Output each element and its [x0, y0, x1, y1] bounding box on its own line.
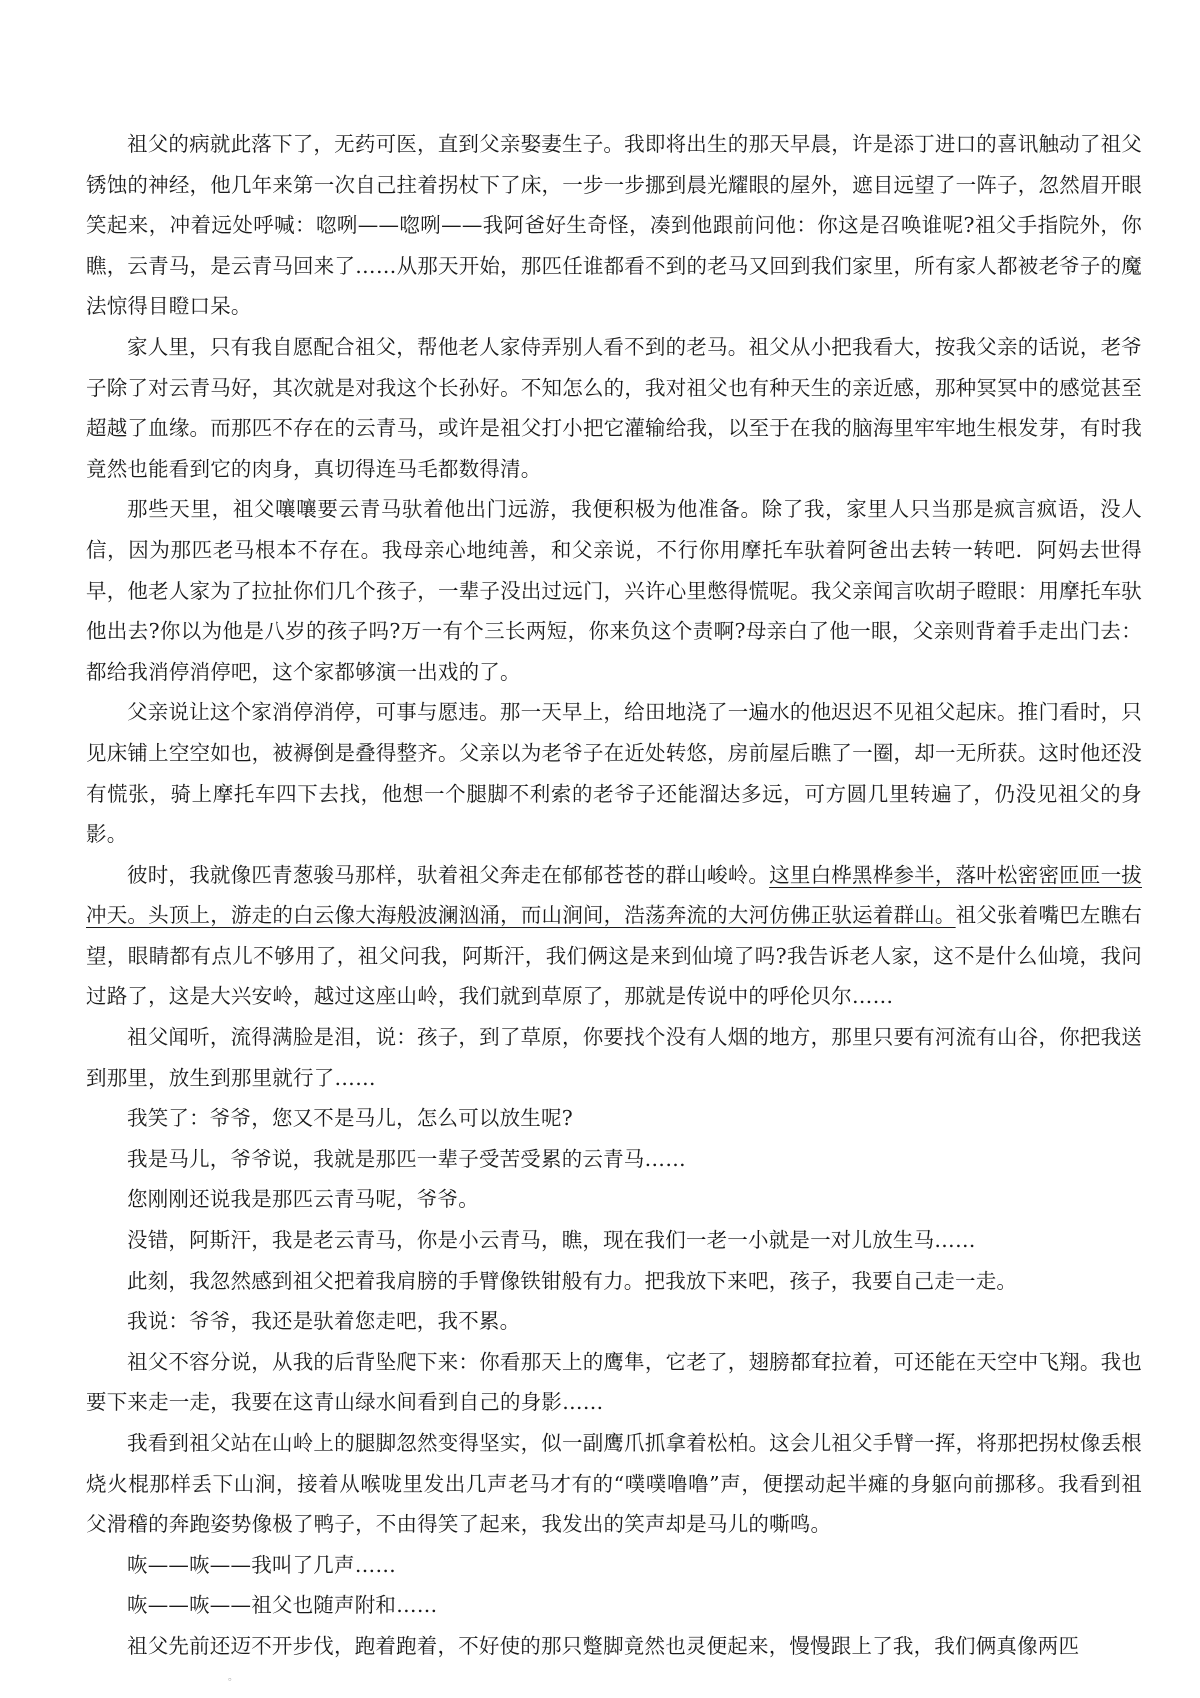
paragraph-4: 父亲说让这个家消停消停，可事与愿违。那一天早上，给田地浇了一遍水的他迟迟不见祖父起床。推门看时，只见床铺上空空如也，被褥倒是叠得整齐。父亲以为老爷子在近处转悠，房前屋后瞧了一圈，却一无所获。这时他还没有慌张，骑上摩托车四下去找，他想一个腿脚不利索的老爷子还能溜达多远，可方圆几里转遍了，仍没见祖父的身影。 — [86, 700, 1142, 847]
paragraph-11: 此刻，我忽然感到祖父把着我肩膀的手臂像铁钳般有力。把我放下来吧，孩子，我要自己走一走。 — [127, 1268, 1018, 1293]
paragraph-1: 祖父的病就此落下了，无药可医，直到父亲娶妻生子。我即将出生的那天早晨，许是添丁进口的喜讯触动了祖父锈蚀的神经，他几年来第一次自己拄着拐杖下了床，一步一步挪到晨光耀眼的屋外，遮目远望了一阵子，忽然眉开眼笑起来，冲着远处呼喊：唿咧——唿咧——我阿爸好生奇怪，凑到他跟前问他：你这是召唤谁呢?祖父手指院外，你瞧，云青马，是云青马回来了……从那天开始，那匹任谁都看不到的老马又回到我们家里，所有家人都被老爷子的魔法惊得目瞪口呆。 — [86, 132, 1142, 319]
footer-mark: 。 — [228, 1672, 238, 1683]
paragraph-16: 咴——咴——祖父也随声附和…… — [127, 1593, 438, 1618]
paragraph-6: 祖父闻听，流得满脸是泪，说：孩子，到了草原，你要找个没有人烟的地方，那里只要有河流有山谷，你把我送到那里，放生到那里就行了…… — [86, 1025, 1142, 1090]
paragraph-5 — [86, 855, 1142, 1017]
paragraph-15: 咴——咴——我叫了几声…… — [127, 1552, 397, 1577]
paragraph-5-lead: 彼时，我就像匹青葱骏马那样，驮着祖父奔走在郁郁苍苍的群山峻岭。 — [127, 862, 770, 887]
underlined-passage: 这里白桦黑桦参半，落叶松密密匝匝一拔冲天。头顶上，游走的白云像大海般波澜汹涌，而山涧间，浩荡奔流的大河仿佛正驮运着群山。 — [86, 862, 1142, 928]
paragraph-2: 家人里，只有我自愿配合祖父，帮他老人家侍弄别人看不到的老马。祖父从小把我看大，按我父亲的话说，老爷子除了对云青马好，其次就是对我这个长孙好。不知怎么的，我对祖父也有种天生的亲近感，那种冥冥中的感觉甚至超越了血缘。而那匹不存在的云青马，或许是祖父打小把它灌输给我，以至于在我的脑海里牢牢地生根发芽，有时我竟然也能看到它的肉身，真切得连马毛都数得清。 — [86, 334, 1142, 481]
paragraph-12: 我说：爷爷，我还是驮着您走吧，我不累。 — [127, 1309, 521, 1334]
paragraph-8: 我是马儿，爷爷说，我就是那匹一辈子受苦受累的云青马…… — [127, 1146, 686, 1171]
paragraph-10: 没错，阿斯汗，我是老云青马，你是小云青马，瞧，现在我们一老一小就是一对儿放生马…… — [127, 1228, 976, 1253]
paragraph-13: 祖父不容分说，从我的后背坠爬下来：你看那天上的鹰隼，它老了，翅膀都耷拉着，可还能在天空中飞翔。我也要下来走一走，我要在这青山绿水间看到自己的身影…… — [86, 1349, 1142, 1415]
paragraph-5-tail: 祖父张着嘴巴左瞧右望，眼睛都有点儿不够用了，祖父问我，阿斯汗，我们俩这是来到仙境了吗?我告诉老人家，这不是什么仙境，我问过路了，这是大兴安岭，越过这座山岭，我们就到草原了，那就是传说中的呼伦贝尔…… — [86, 903, 1142, 1009]
paragraph-14: 我看到祖父站在山岭上的腿脚忽然变得坚实，似一副鹰爪抓拿着松柏。这会儿祖父手臂一挥，将那把拐杖像丢根烧火棍那样丢下山涧，接着从喉咙里发出几声老马才有的“噗噗噜噜”声，便摆动起半瘫的身躯向前挪移。我看到祖父滑稽的奔跑姿势像极了鸭子，不由得笑了起来，我发出的笑声却是马儿的嘶鸣。 — [86, 1431, 1142, 1537]
paragraph-9: 您刚刚还说我是那匹云青马呢，爷爷。 — [127, 1187, 479, 1212]
paragraph-17: 祖父先前还迈不开步伐，跑着跑着，不好使的那只蹩脚竟然也灵便起来，慢慢跟上了我，我们俩真像两匹 — [127, 1633, 1080, 1658]
paragraph-3: 那些天里，祖父嚷嚷要云青马驮着他出门远游，我便积极为他准备。除了我，家里人只当那是疯言疯语，没人信，因为那匹老马根本不存在。我母亲心地纯善，和父亲说，不行你用摩托车驮着阿爸出去转一转吧．阿妈去世得早，他老人家为了拉扯你们几个孩子，一辈子没出过远门，兴许心里憋得慌呢。我父亲闻言吹胡子瞪眼：用摩托车驮他出去?你以为他是八岁的孩子吗?万一有个三长两短，你来负这个责啊?母亲白了他一眼，父亲则背着手走出门去：都给我消停消停吧，这个家都够演一出戏的了。 — [86, 497, 1142, 684]
paragraph-7: 我笑了：爷爷，您又不是马儿，怎么可以放生呢? — [127, 1106, 573, 1131]
